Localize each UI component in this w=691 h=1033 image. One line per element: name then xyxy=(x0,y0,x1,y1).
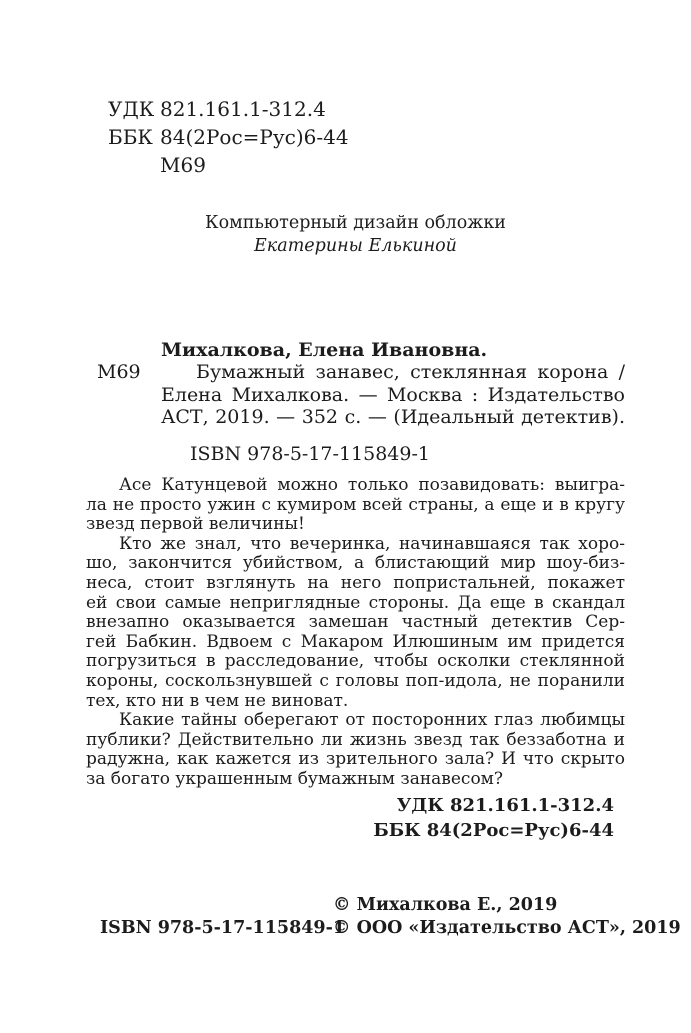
cover-credit-line1: Компьютерный дизайн обложки xyxy=(205,213,506,233)
annotation-line: Какие тайны оберегают от посторонних глаз любимцы xyxy=(119,710,625,731)
bbk-row xyxy=(108,123,349,151)
annotation-line: гей Бабкин. Вдвоем с Макаром Илюшиным им придется xyxy=(86,631,625,652)
annotation-line: ей свои самые неприглядные стороны. Да еще в скандал xyxy=(86,592,625,613)
annotation-line: тех, кто ни в чем не виноват. xyxy=(86,690,349,711)
isbn-line: ISBN 978-5-17-115849-1 xyxy=(190,442,430,465)
entry-line: Бумажный занавес, стеклянная корона / xyxy=(196,361,625,384)
udk-value: 821.161.1-312.4 xyxy=(160,97,326,121)
entry-line: Елена Михалкова. — Москва : Издательство xyxy=(161,383,625,406)
copyright-publisher: © ООО «Издательство АСТ», 2019 xyxy=(333,918,681,938)
imprint-isbn: ISBN 978-5-17-115849-1 xyxy=(100,918,346,938)
top-codes-block xyxy=(108,95,349,179)
annotation-line: Кто же знал, что вечеринка, начинавшаяся так хоро- xyxy=(119,533,625,554)
cover-credit-line2: Екатерины Елькиной xyxy=(254,236,457,256)
annotation-block xyxy=(86,476,625,790)
author-sign-row xyxy=(108,151,349,179)
annotation-line: ла не просто ужин с кумиром всей страны, а еще и в кругу xyxy=(86,494,625,515)
catalog-entry xyxy=(97,361,625,429)
annotation-line: погрузиться в расследование, чтобы осколки стеклянной xyxy=(86,651,625,672)
entry-line: АСТ, 2019. — 352 с. — (Идеальный детектив). xyxy=(161,406,625,429)
udk-row xyxy=(108,95,349,123)
annotation-line: звезд первой величины! xyxy=(86,514,305,535)
annotation-line: неса, стоит взглянуть на него попристальней, покажет xyxy=(86,572,625,593)
margin-sign: М69 xyxy=(97,361,141,384)
bbk-label: ББК xyxy=(108,125,153,149)
annotation-line: за богато украшенным бумажным занавесом? xyxy=(86,768,504,789)
catalog-card xyxy=(86,339,625,465)
annotation-line: внезапно оказывается замешан частный детектив Сер- xyxy=(86,612,625,633)
annotation-line: радужна, как кажется из зрительного зала? И что скрыто xyxy=(86,749,625,770)
annotation-paragraph-3 xyxy=(86,711,625,789)
annotation-line: публики? Действительно ли жизнь звезд так беззаботна и xyxy=(86,729,625,750)
bottom-udk: УДК 821.161.1-312.4 xyxy=(396,795,614,816)
author-heading: Михалкова, Елена Ивановна. xyxy=(161,339,488,361)
annotation-line: шо, закончится убийством, а блистающий мир шоу-биз- xyxy=(86,553,625,574)
annotation-paragraph-2 xyxy=(86,535,625,711)
annotation-line: Асе Катунцевой можно только позавидовать: выигра- xyxy=(119,475,625,495)
udk-label: УДК xyxy=(108,97,155,121)
bbk-value: 84(2Рос=Рус)6-44 xyxy=(160,125,349,149)
annotation-line: короны, соскользнувшей с головы поп-идола, не поранили xyxy=(86,670,625,691)
bottom-codes-block xyxy=(373,793,614,843)
cover-credit xyxy=(86,212,625,258)
author-sign: М69 xyxy=(160,153,206,177)
annotation-paragraph-1 xyxy=(86,476,625,535)
copyright-author: © Михалкова Е., 2019 xyxy=(333,895,558,915)
bottom-bbk: ББК 84(2Рос=Рус)6-44 xyxy=(373,820,614,841)
